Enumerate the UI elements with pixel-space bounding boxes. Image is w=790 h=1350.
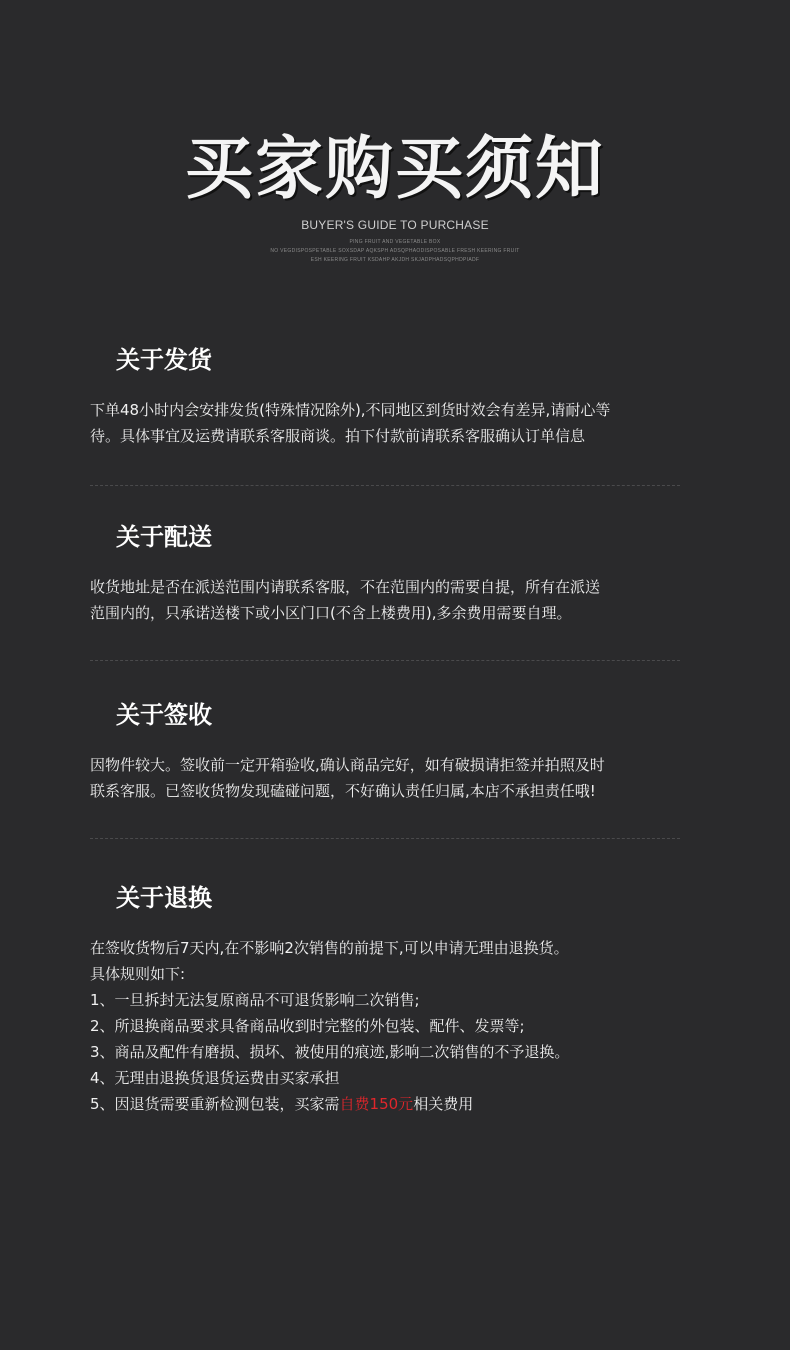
- body-line: 1、一旦拆封无法复原商品不可退货影响二次销售;: [90, 991, 420, 1009]
- body-line: 2、所退换商品要求具备商品收到时完整的外包装、配件、发票等;: [90, 1017, 525, 1035]
- body-line: 具体规则如下:: [90, 965, 186, 983]
- divider: [90, 485, 680, 486]
- section-body: [90, 752, 710, 804]
- page-subtitle: BUYER'S GUIDE TO PURCHASE: [301, 218, 489, 232]
- body-line: 收货地址是否在派送范围内请联系客服，不在范围内的需要自提，所有在派送: [90, 578, 601, 596]
- section-title: 关于发货: [116, 346, 212, 374]
- body-line: 在签收货物后7天内,在不影响2次销售的前提下,可以申请无理由退换货。: [90, 939, 569, 957]
- body-text: 相关费用: [413, 1095, 474, 1113]
- page-header: [0, 130, 790, 265]
- body-line: 联系客服。已签收货物发现磕碰问题，不好确认责任归属,本店不承担责任哦!: [90, 782, 596, 800]
- body-line: 3、商品及配件有磨损、损坏、被使用的痕迹,影响二次销售的不予退换。: [90, 1043, 570, 1061]
- section-body: [90, 397, 710, 449]
- body-line: 待。具体事宜及运费请联系客服商谈。拍下付款前请联系客服确认订单信息: [90, 427, 586, 445]
- body-line: 下单48小时内会安排发货(特殊情况除外),不同地区到货时效会有差异,请耐心等: [90, 401, 611, 419]
- fee-highlight: 自费150元: [339, 1095, 414, 1113]
- divider: [90, 838, 680, 839]
- section-body: [90, 574, 710, 626]
- fine-print-line: PING FRUIT AND VEGETABLE BOX: [349, 239, 441, 245]
- section-body: [90, 935, 710, 1117]
- page-title: 买家购买须知: [184, 130, 605, 209]
- fine-print-line: NO VEGDISPOSPETABLE SOXSDAP AQKSPH ADSQPHAODISPOSABLE FRESH KEERING FRUIT: [270, 248, 520, 254]
- body-text: 5、因退货需要重新检测包装，买家需: [90, 1095, 340, 1113]
- divider: [90, 660, 680, 661]
- body-line: 因物件较大。签收前一定开箱验收,确认商品完好，如有破损请拒签并拍照及时: [90, 756, 605, 774]
- section-title: 关于签收: [116, 701, 212, 729]
- section-title: 关于配送: [116, 523, 212, 551]
- fine-print-line: ESH KEERING FRUIT KSDAHP AKJDH SKJADPHADSQPHDPIADF: [310, 257, 480, 263]
- body-line-last: [90, 1091, 710, 1117]
- section-title: 关于退换: [116, 884, 212, 912]
- body-line: 范围内的，只承诺送楼下或小区门口(不含上楼费用),多余费用需要自理。: [90, 604, 572, 622]
- body-line: 4、无理由退换货退货运费由买家承担: [90, 1069, 340, 1087]
